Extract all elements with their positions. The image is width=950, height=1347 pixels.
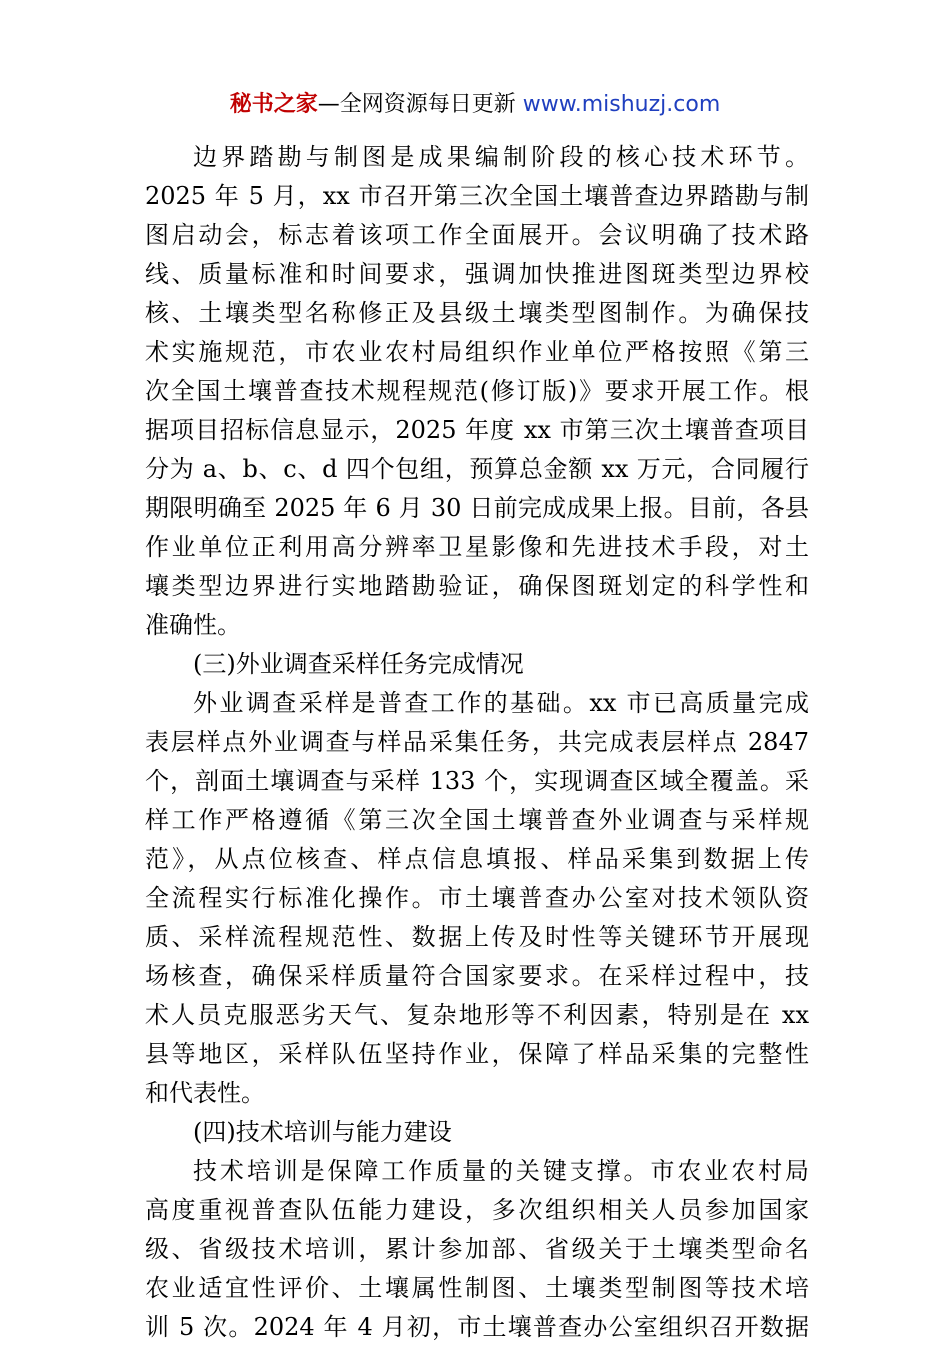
paragraph-line: 外业调查采样是普查工作的基础。xx 市已高质量完成: [193, 689, 809, 717]
paragraph-line: 图启动会，标志着该项工作全面展开。会议明确了技术路: [145, 221, 809, 249]
paragraph-line: 和代表性。: [145, 1079, 265, 1107]
paragraph-line: 期限明确至 2025 年 6 月 30 日前完成成果上报。目前，各县: [145, 494, 809, 522]
document-body: [145, 138, 809, 1347]
section-heading: (四)技术培训与能力建设: [193, 1118, 452, 1146]
paragraph-line: 作业单位正利用高分辨率卫星影像和先进技术手段，对土: [145, 533, 809, 561]
paragraph-line: 2025 年 5 月，xx 市召开第三次全国土壤普查边界踏勘与制: [145, 182, 809, 210]
paragraph-line: 技术培训是保障工作质量的关键支撑。市农业农村局: [193, 1157, 809, 1185]
paragraph-line: 质、采样流程规范性、数据上传及时性等关键环节开展现: [145, 923, 809, 951]
header-tagline: —全网资源每日更新: [317, 92, 523, 117]
paragraph-line: 边界踏勘与制图是成果编制阶段的核心技术环节。: [193, 143, 809, 171]
paragraph-line: 训 5 次。2024 年 4 月初，市土壤普查办公室组织召开数据: [145, 1313, 809, 1341]
paragraph-line: 县等地区，采样队伍坚持作业，保障了样品采集的完整性: [145, 1040, 809, 1068]
paragraph-line: 核、土壤类型名称修正及县级土壤类型图制作。为确保技: [145, 299, 809, 327]
paragraph-line: 农业适宜性评价、土壤属性制图、土壤类型制图等技术培: [145, 1274, 809, 1302]
site-name: 秘书之家: [229, 92, 318, 117]
paragraph-line: 表层样点外业调查与样品采集任务，共完成表层样点 2847: [145, 728, 809, 756]
paragraph-line: 高度重视普查队伍能力建设，多次组织相关人员参加国家: [145, 1196, 809, 1224]
paragraph-line: 线、质量标准和时间要求，强调加快推进图斑类型边界校: [145, 260, 809, 288]
paragraph-line: 据项目招标信息显示，2025 年度 xx 市第三次土壤普查项目: [145, 416, 809, 444]
paragraph-line: 分为 a、b、c、d 四个包组，预算总金额 xx 万元，合同履行: [145, 455, 809, 483]
site-url-link[interactable]: www.mishuzj.com: [522, 92, 721, 117]
paragraph-line: 次全国土壤普查技术规程规范(修订版)》要求开展工作。根: [145, 377, 809, 405]
paragraph-line: 场核查，确保采样质量符合国家要求。在采样过程中，技: [145, 962, 809, 990]
paragraph-line: 级、省级技术培训，累计参加部、省级关于土壤类型命名: [145, 1235, 809, 1263]
paragraph-line: 准确性。: [145, 611, 241, 639]
paragraph-line: 壤类型边界进行实地踏勘验证，确保图斑划定的科学性和: [145, 572, 809, 600]
paragraph-line: 范》，从点位核查、样点信息填报、样品采集到数据上传: [145, 845, 809, 873]
section-heading: (三)外业调查采样任务完成情况: [193, 650, 524, 678]
page-header: [0, 88, 950, 122]
paragraph-line: 术实施规范，市农业农村局组织作业单位严格按照《第三: [145, 338, 809, 366]
paragraph-line: 个，剖面土壤调查与采样 133 个，实现调查区域全覆盖。采: [145, 767, 809, 795]
paragraph-line: 全流程实行标准化操作。市土壤普查办公室对技术领队资: [145, 884, 809, 912]
paragraph-line: 样工作严格遵循《第三次全国土壤普查外业调查与采样规: [145, 806, 809, 834]
paragraph-line: 术人员克服恶劣天气、复杂地形等不利因素，特别是在 xx: [145, 1001, 809, 1029]
